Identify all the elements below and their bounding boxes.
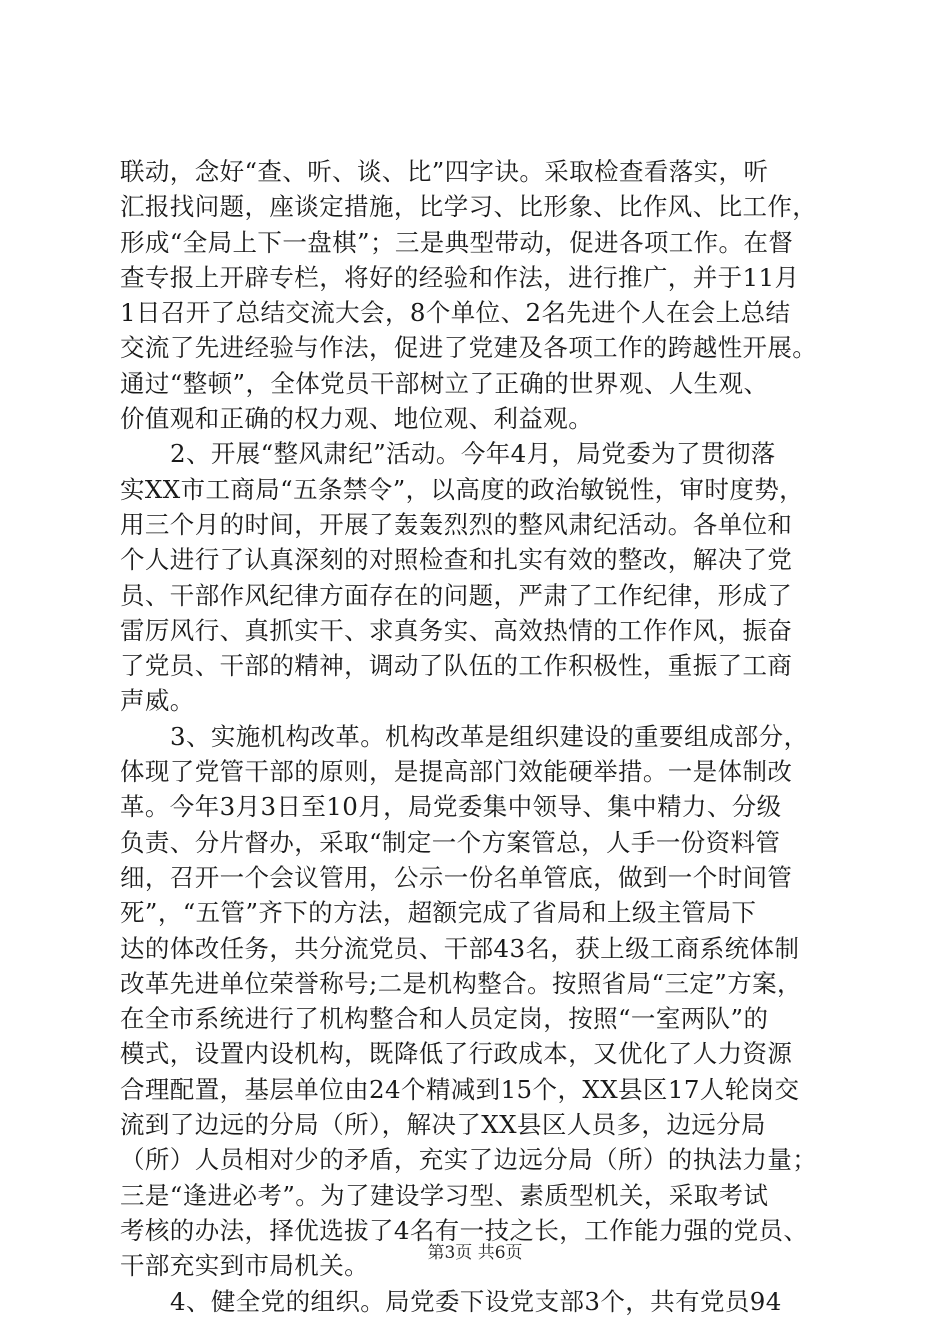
text-line: 雷厉风行、真抓实干、求真务实、高效热情的工作作风，振奋 — [120, 615, 793, 645]
paragraph-start-line: 3、实施机构改革。机构改革是组织建设的重要组成部分， — [170, 721, 809, 751]
text-line: 形成“全局上下一盘棋”；三是典型带动，促进各项工作。在督 — [120, 227, 794, 257]
text-line: 查专报上开辟专栏，将好的经验和作法，进行推广，并于11月 — [120, 262, 800, 292]
text-line: 细，召开一个会议管用，公示一份名单管底，做到一个时间管 — [120, 862, 793, 892]
text-line: 通过“整顿”，全体党员干部树立了正确的世界观、人生观、 — [120, 368, 769, 398]
text-line: 体现了党管干部的原则，是提高部门效能硬举措。一是体制改 — [120, 757, 793, 787]
text-line: 1日召开了总结交流大会，8个单位、2名先进个人在会上总结 — [120, 298, 791, 328]
text-line: 汇报找问题，座谈定措施，比学习、比形象、比作风、比工作， — [120, 192, 818, 222]
text-line: 考核的办法，择优选拔了4名有一技之长，工作能力强的党员、 — [120, 1215, 809, 1245]
paragraph-start-line: 4、健全党的组织。局党委下设党支部3个，共有党员94 — [170, 1286, 782, 1316]
text-line: 个人进行了认真深刻的对照检查和扎实有效的整改，解决了党 — [120, 545, 793, 575]
text-line: 模式，设置内设机构，既降低了行政成本，又优化了人力资源 — [120, 1039, 793, 1069]
text-line: 死”，“五管”齐下的方法，超额完成了省局和上级主管局下 — [120, 898, 757, 928]
text-line: 流到了边远的分局（所），解决了XX县区人员多，边远分局 — [120, 1110, 766, 1140]
text-line: 三是“逢进必考”。为了建设学习型、素质型机关，采取考试 — [120, 1180, 769, 1210]
text-line: 改革先进单位荣誉称号;二是机构整合。按照省局“三定”方案， — [120, 968, 802, 998]
text-line: 声威。 — [120, 686, 195, 716]
text-line: 合理配置，基层单位由24个精减到15个，XX县区17人轮岗交 — [120, 1074, 800, 1104]
paragraph-start-line: 2、开展“整风肃纪”活动。今年4月，局党委为了贯彻落 — [170, 439, 776, 469]
text-line: 干部充实到市局机关。 — [120, 1251, 369, 1281]
text-line: 达的体改任务，共分流党员、干部43名，获上级工商系统体制 — [120, 933, 800, 963]
text-line: 交流了先进经验与作法，促进了党建及各项工作的跨越性开展。 — [120, 333, 818, 363]
text-line: 价值观和正确的权力观、地位观、利益观。 — [120, 404, 594, 434]
text-line: 员、干部作风纪律方面存在的问题，严肃了工作纪律，形成了 — [120, 580, 793, 610]
text-line: 负责、分片督办，采取“制定一个方案管总，人手一份资料管 — [120, 827, 781, 857]
text-line: 实XX市工商局“五条禁令”，以高度的政治敏锐性，审时度势， — [120, 474, 805, 504]
page-number-footer: 第3页 共6页 — [427, 1243, 523, 1263]
document-body — [120, 154, 840, 1319]
text-line: 在全市系统进行了机构整合和人员定岗，按照“一室两队”的 — [120, 1004, 769, 1034]
text-line: 联动，念好“查、听、谈、比”四字诀。采取检查看落实，听 — [120, 157, 769, 186]
text-line: （所）人员相对少的矛盾，充实了边远分局（所）的执法力量； — [120, 1145, 818, 1175]
text-line: 革。今年3月3日至10月，局党委集中领导、集中精力、分级 — [120, 792, 782, 822]
text-line: 了党员、干部的精神，调动了队伍的工作积极性，重振了工商 — [120, 651, 793, 681]
text-line: 用三个月的时间，开展了轰轰烈烈的整风肃纪活动。各单位和 — [120, 509, 793, 539]
